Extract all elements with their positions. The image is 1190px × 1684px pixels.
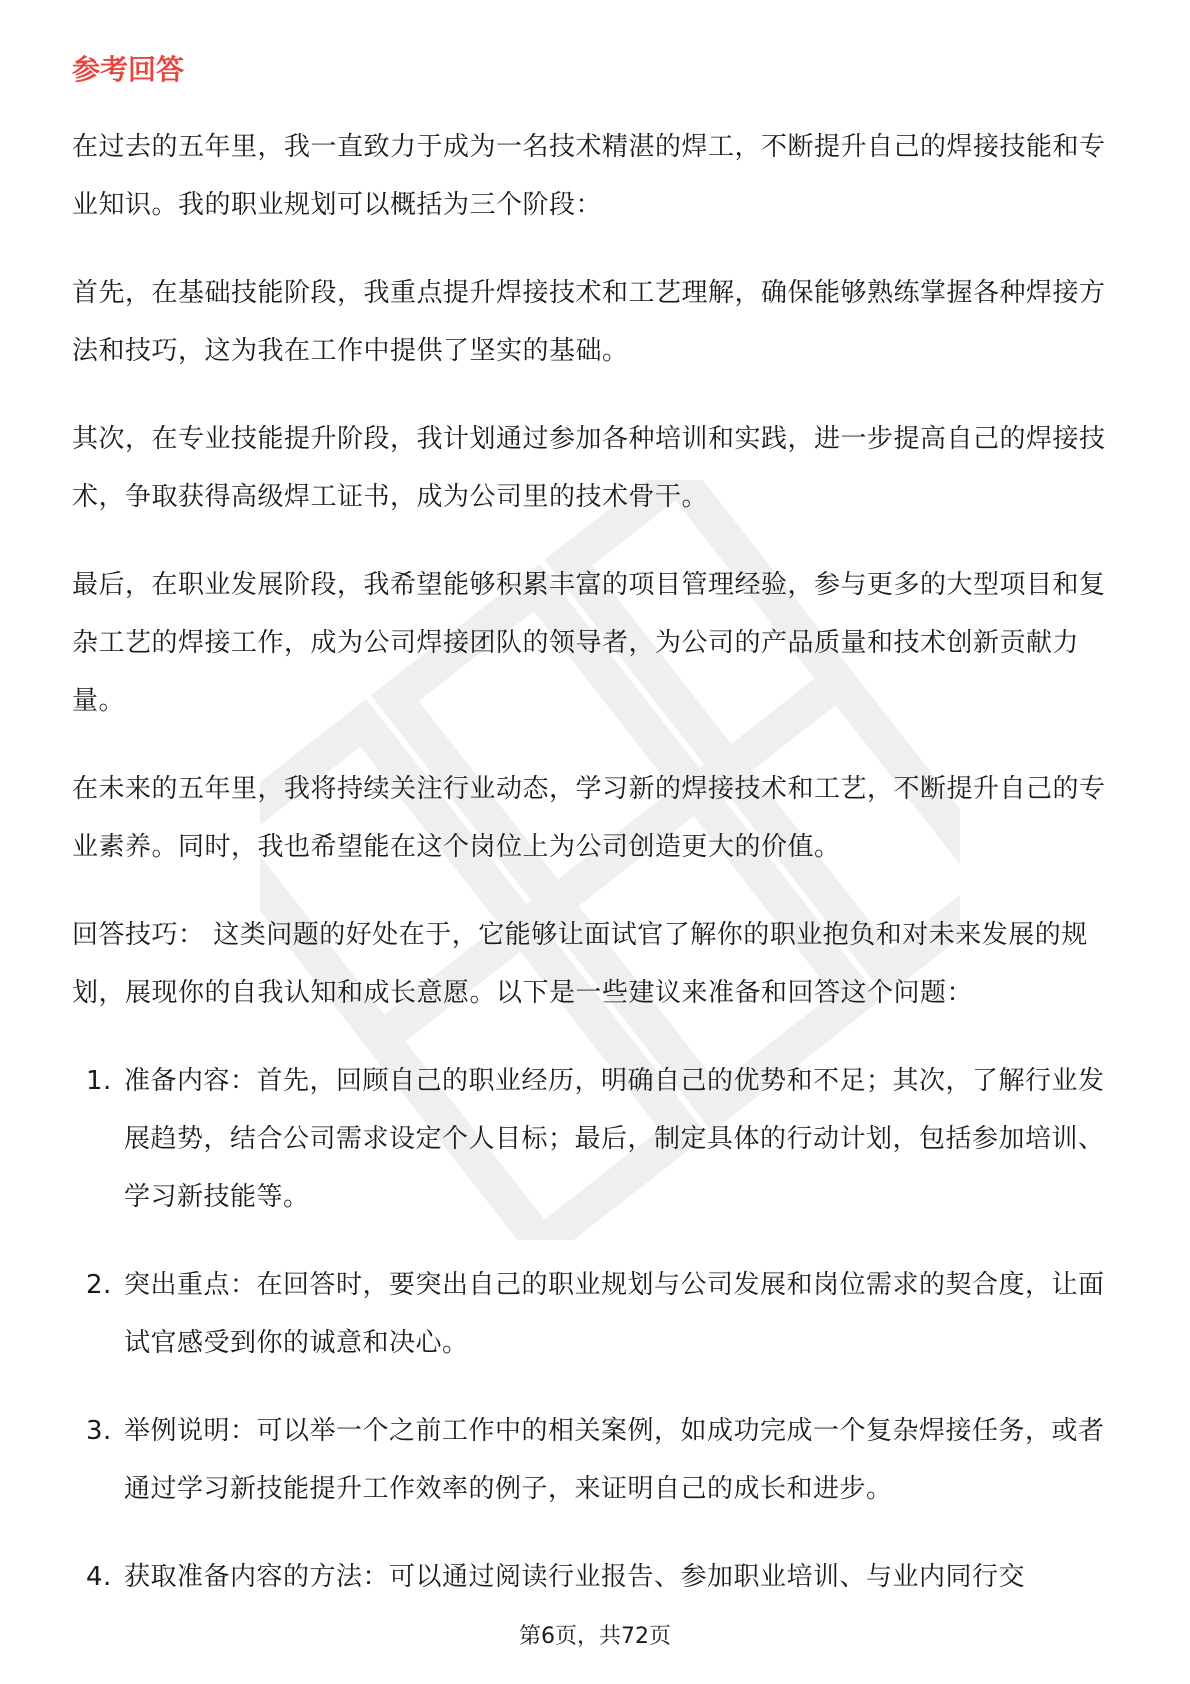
paragraph-stage-1: 首先，在基础技能阶段，我重点提升焊接技术和工艺理解，确保能够熟练掌握各种焊接方法和技巧，这为我在工作中提供了坚实的基础。 <box>72 278 1106 366</box>
paragraph-stage-2: 其次，在专业技能提升阶段，我计划通过参加各种培训和实践，进一步提高自己的焊接技术，争取获得高级焊工证书，成为公司里的技术骨干。 <box>72 424 1106 512</box>
section-title: 参考回答 <box>72 53 185 86</box>
list-item-number: 1. <box>86 1066 112 1096</box>
list-item-text: 获取准备内容的方法：可以通过阅读行业报告、参加职业培训、与业内同行交 <box>124 1562 1026 1592</box>
list-item-text: 突出重点：在回答时，要突出自己的职业规划与公司发展和岗位需求的契合度，让面试官感受到你的诚意和决心。 <box>124 1270 1105 1358</box>
paragraph-future: 在未来的五年里，我将持续关注行业动态，学习新的焊接技术和工艺，不断提升自己的专业素养。同时，我也希望能在这个岗位上为公司创造更大的价值。 <box>72 774 1106 862</box>
list-item <box>72 1256 1122 1372</box>
answer-content <box>72 118 1122 1636</box>
paragraph-tips-intro: 回答技巧： 这类问题的好处在于，它能够让面试官了解你的职业抱负和对未来发展的规划，展现你的自我认知和成长意愿。以下是一些建议来准备和回答这个问题： <box>72 920 1088 1008</box>
list-item <box>72 1548 1122 1606</box>
page-number-footer: 第6页，共72页 <box>519 1624 671 1649</box>
paragraph-stage-3: 最后，在职业发展阶段，我希望能够积累丰富的项目管理经验，参与更多的大型项目和复杂工艺的焊接工作，成为公司焊接团队的领导者，为公司的产品质量和技术创新贡献力量。 <box>72 570 1106 716</box>
list-item-text: 准备内容：首先，回顾自己的职业经历，明确自己的优势和不足；其次，了解行业发展趋势，结合公司需求设定个人目标；最后，制定具体的行动计划，包括参加培训、学习新技能等。 <box>124 1066 1105 1212</box>
list-item-number: 3. <box>86 1416 112 1446</box>
list-item-number: 4. <box>86 1562 112 1592</box>
list-item-number: 2. <box>86 1270 112 1300</box>
list-item <box>72 1402 1122 1518</box>
list-item <box>72 1052 1122 1226</box>
list-item-text: 举例说明：可以举一个之前工作中的相关案例，如成功完成一个复杂焊接任务，或者通过学习新技能提升工作效率的例子，来证明自己的成长和进步。 <box>124 1416 1105 1504</box>
paragraph-intro: 在过去的五年里，我一直致力于成为一名技术精湛的焊工，不断提升自己的焊接技能和专业知识。我的职业规划可以概括为三个阶段： <box>72 132 1106 220</box>
tips-list <box>72 1052 1122 1606</box>
